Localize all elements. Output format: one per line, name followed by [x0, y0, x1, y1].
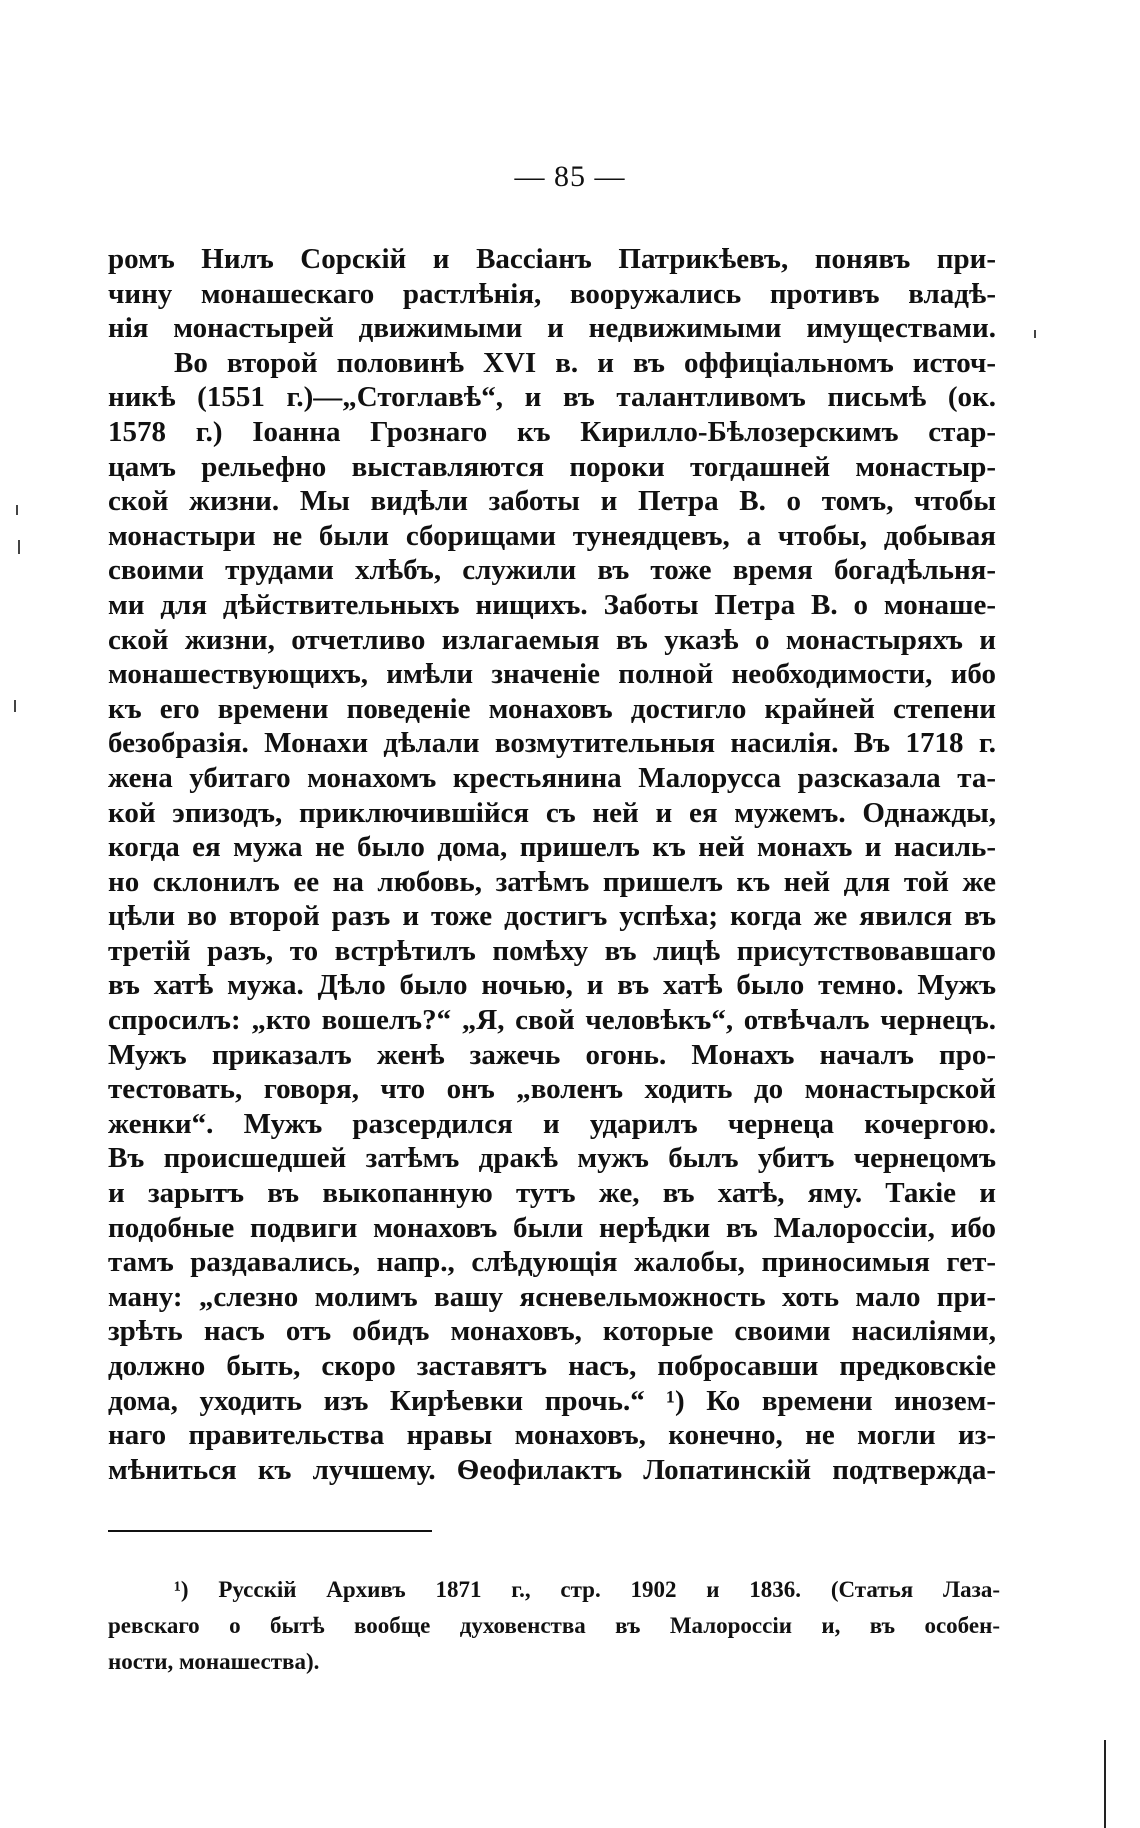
footnote-line: ности, монашества).	[108, 1649, 320, 1674]
text-line: къ его времени поведеніе монаховъ достигло крайней степени	[108, 692, 996, 725]
text-line: Въ происшедшей затѣмъ дракѣ мужъ былъ убитъ чернецомъ	[108, 1142, 996, 1175]
text-line: женки“. Мужъ разсердился и ударилъ чернеца кочергою.	[108, 1107, 996, 1140]
margin-mark	[14, 700, 16, 712]
text-line: своими трудами хлѣбъ, служили въ тоже время богадѣльня-	[108, 554, 996, 587]
text-line: цамъ рельефно выставляются пороки тогдашней монастыр-	[108, 450, 996, 483]
text-line: чину монашескаго растлѣнія, вооружались противъ владѣ-	[108, 277, 996, 310]
text-line: монашествующихъ, имѣли значеніе полной необходимости, ибо	[108, 658, 996, 691]
text-line: ской жизни. Мы видѣли заботы и Петра В. о томъ, чтобы	[108, 485, 996, 518]
text-line: безобразія. Монахи дѣлали возмутительныя насилія. Въ 1718 г.	[108, 727, 996, 760]
text-line: 1578 г.) Іоанна Грознаго къ Кирилло-Бѣлозерскимъ стар-	[108, 415, 996, 448]
text-line: монастыри не были сборищами тунеядцевъ, а чтобы, добывая	[108, 519, 996, 552]
text-line: тестовать, говоря, что онъ „воленъ ходить до монастырской	[108, 1073, 996, 1106]
text-line: и зарытъ въ выкопанную тутъ же, въ хатѣ, яму. Такіе и	[108, 1177, 996, 1210]
text-line: жена убитаго монахомъ крестьянина Малорусса разсказала та-	[108, 761, 996, 794]
text-line: цѣли во второй разъ и тоже достигъ успѣха; когда же явился въ	[108, 900, 996, 933]
text-line: ской жизни, отчетливо излагаемыя въ указѣ о монастыряхъ и	[108, 623, 996, 656]
text-line: ромъ Нилъ Сорскій и Вассіанъ Патрикѣевъ, понявъ при-	[108, 243, 996, 275]
text-line: мѣниться къ лучшему. Ѳеофилактъ Лопатинскій подтвержда-	[108, 1453, 996, 1486]
text-line: никѣ (1551 г.)—„Стоглавѣ“, и въ талантливомъ письмѣ (ок.	[108, 381, 996, 414]
text-line: подобные подвиги монаховъ были нерѣдки въ Малороссіи, ибо	[108, 1211, 996, 1244]
text-line: дома, уходить изъ Кирѣевки прочь.“ ¹) Ко времени инозем-	[108, 1384, 996, 1417]
body-text	[108, 242, 996, 1487]
footnotes	[108, 1572, 1000, 1680]
text-line: наго правительства нравы монаховъ, конечно, не могли из-	[108, 1419, 996, 1452]
page-edge-line	[1104, 1740, 1106, 1828]
margin-mark	[16, 505, 18, 515]
text-line: нія монастырей движимыми и недвижимыми имуществами.	[108, 312, 996, 345]
page-number: — 85 —	[514, 160, 626, 193]
text-line: должно быть, скоро заставятъ насъ, побросавши предковскіе	[108, 1350, 996, 1382]
text-line: Во второй половинѣ XVI в. и въ оффиціальномъ источ-	[174, 346, 996, 379]
text-line: но склонилъ ее на любовь, затѣмъ пришелъ къ ней для той же	[108, 865, 996, 898]
text-line: третій разъ, то встрѣтилъ помѣху въ лицѣ присутствовавшаго	[108, 934, 996, 967]
footnote-line: ¹) Русскій Архивъ 1871 г., стр. 1902 и 1836. (Статья Лаза-	[174, 1577, 1000, 1602]
footnote-line: ревскаго о бытѣ вообще духовенства въ Малороссіи и, въ особен-	[108, 1613, 1000, 1638]
margin-mark	[1034, 330, 1036, 338]
text-line: ману: „слезно молимъ вашу ясневельможность хоть мало при-	[108, 1280, 996, 1313]
text-line: зрѣть насъ отъ обидъ монаховъ, которые своими насиліями,	[108, 1315, 996, 1348]
text-line: ми для дѣйствительныхъ нищихъ. Заботы Петра В. о монаше-	[108, 588, 996, 621]
margin-mark	[18, 540, 20, 554]
text-line: когда ея мужа не было дома, пришелъ къ ней монахъ и насиль-	[108, 831, 996, 864]
text-line: Мужъ приказалъ женѣ зажечь огонь. Монахъ началъ про-	[108, 1038, 996, 1071]
text-line: въ хатѣ мужа. Дѣло было ночью, и въ хатѣ было темно. Мужъ	[108, 969, 996, 1002]
footnote-divider	[108, 1530, 432, 1532]
text-line: кой эпизодъ, приключившійся съ ней и ея мужемъ. Однажды,	[108, 796, 996, 829]
text-line: спросилъ: „кто вошелъ?“ „Я, свой человѣкъ“, отвѣчалъ чернецъ.	[108, 1004, 996, 1037]
text-line: тамъ раздавались, напр., слѣдующія жалобы, приносимыя гет-	[108, 1246, 996, 1279]
